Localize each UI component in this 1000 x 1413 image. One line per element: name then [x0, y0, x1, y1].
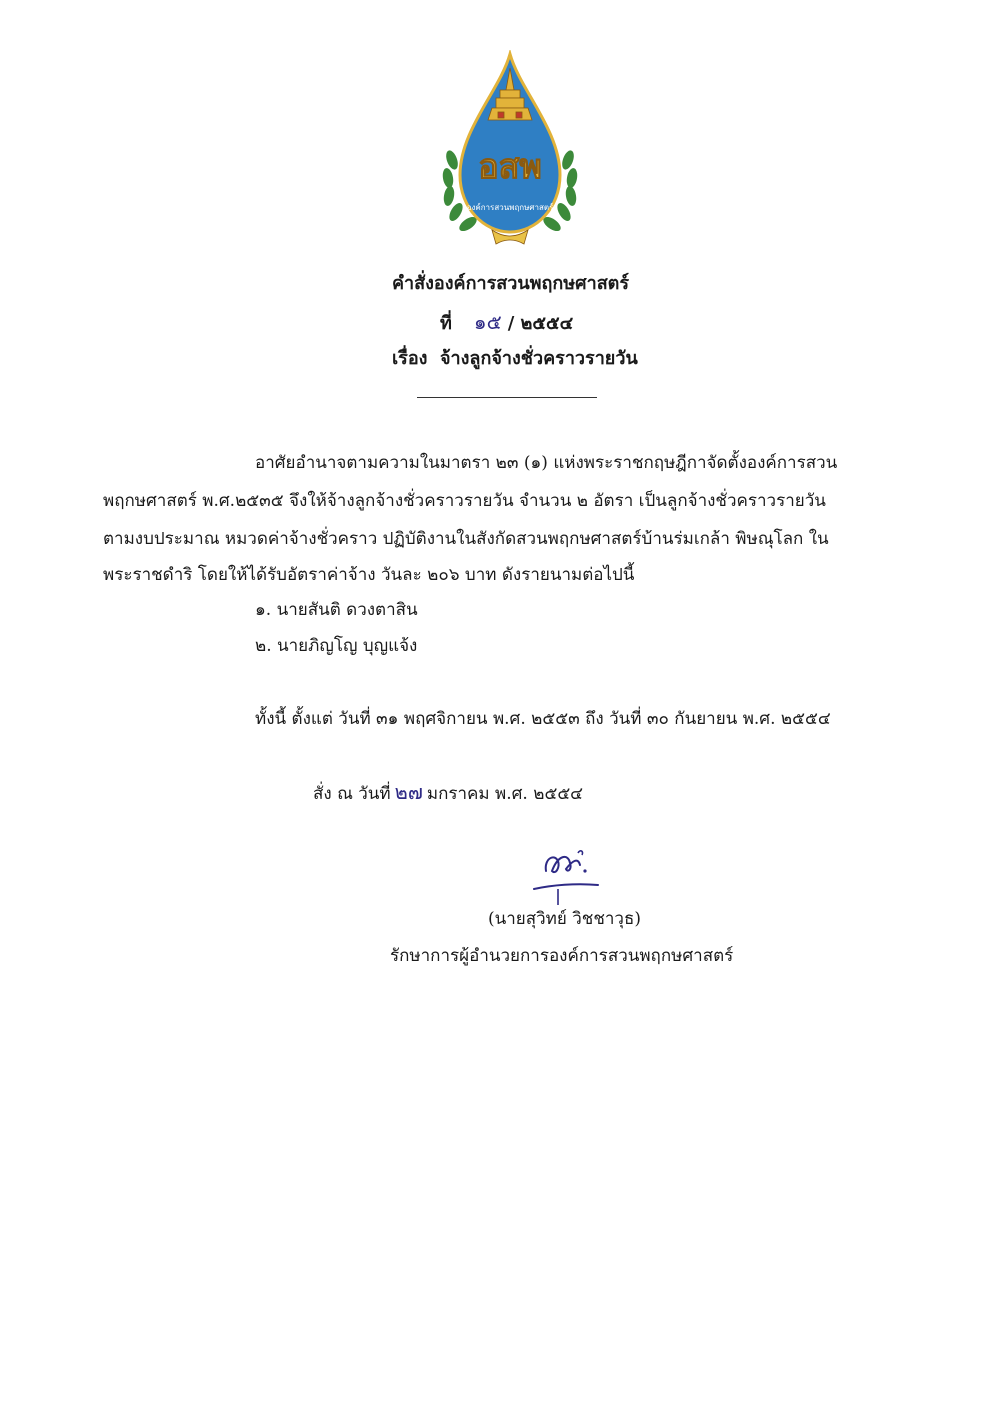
document-number — [440, 306, 573, 338]
document-subject — [392, 343, 638, 372]
order-date-prefix: สั่ง ณ วันที่ — [313, 784, 391, 804]
body-paragraph-line-4: พระราชดำริ โดยให้ได้รับอัตราค่าจ้าง วันละ ๒๐๖ บาท ดังรายนามต่อไปนี้ — [103, 565, 635, 585]
organization-emblem — [440, 50, 580, 250]
employee-list-item: ๒. นายภิญโญ บุญแจ้ง — [255, 636, 418, 656]
body-paragraph-line-1: อาศัยอำนาจตามความในมาตรา ๒๓ (๑) แห่งพระราชกฤษฎีกาจัดตั้งองค์การสวน — [255, 453, 838, 473]
number-year: / ๒๕๕๔ — [507, 313, 574, 334]
order-date-suffix: มกราคม พ.ศ. ๒๕๕๔ — [426, 784, 584, 804]
signer-title: รักษาการผู้อำนวยการองค์การสวนพฤกษศาสตร์ — [390, 946, 734, 966]
number-prefix: ที่ — [440, 313, 452, 334]
handwritten-signature — [528, 845, 608, 909]
subject-text: จ้างลูกจ้างชั่วคราวรายวัน — [439, 348, 638, 369]
subject-prefix: เรื่อง — [392, 348, 428, 369]
signer-name: (นายสุวิทย์ วิชชาวุธ) — [488, 909, 641, 929]
handwritten-number: ๑๕ — [473, 310, 502, 334]
body-paragraph-line-2: พฤกษศาสตร์ พ.ศ.๒๕๓๕ จึงให้จ้างลูกจ้างชั่วคราวรายวัน จำนวน ๒ อัตรา เป็นลูกจ้างชั่วคราวรายวัน — [103, 491, 826, 511]
order-date — [313, 780, 583, 806]
emblem-caption: องค์การสวนพฤกษศาสตร์ — [466, 203, 554, 212]
employee-list-item: ๑. นายสันติ ดวงตาสิน — [255, 600, 418, 620]
monogram-text: อสพ — [478, 147, 542, 187]
body-paragraph-line-3: ตามงบประมาณ หมวดค่าจ้างชั่วคราว ปฏิบัติงานในสังกัดสวนพฤกษศาสตร์บ้านร่มเกล้า พิษณุโลก ใน — [103, 529, 829, 549]
monogram-icon — [478, 147, 542, 187]
effective-period: ทั้งนี้ ตั้งแต่ วันที่ ๓๑ พฤศจิกายน พ.ศ. ๒๕๕๓ ถึง วันที่ ๓๐ กันยายน พ.ศ. ๒๕๕๔ — [255, 709, 831, 729]
handwritten-day: ๒๗ — [394, 780, 423, 804]
document-title: คำสั่งองค์การสวนพฤกษศาสตร์ — [392, 273, 630, 294]
header-divider — [417, 397, 597, 398]
